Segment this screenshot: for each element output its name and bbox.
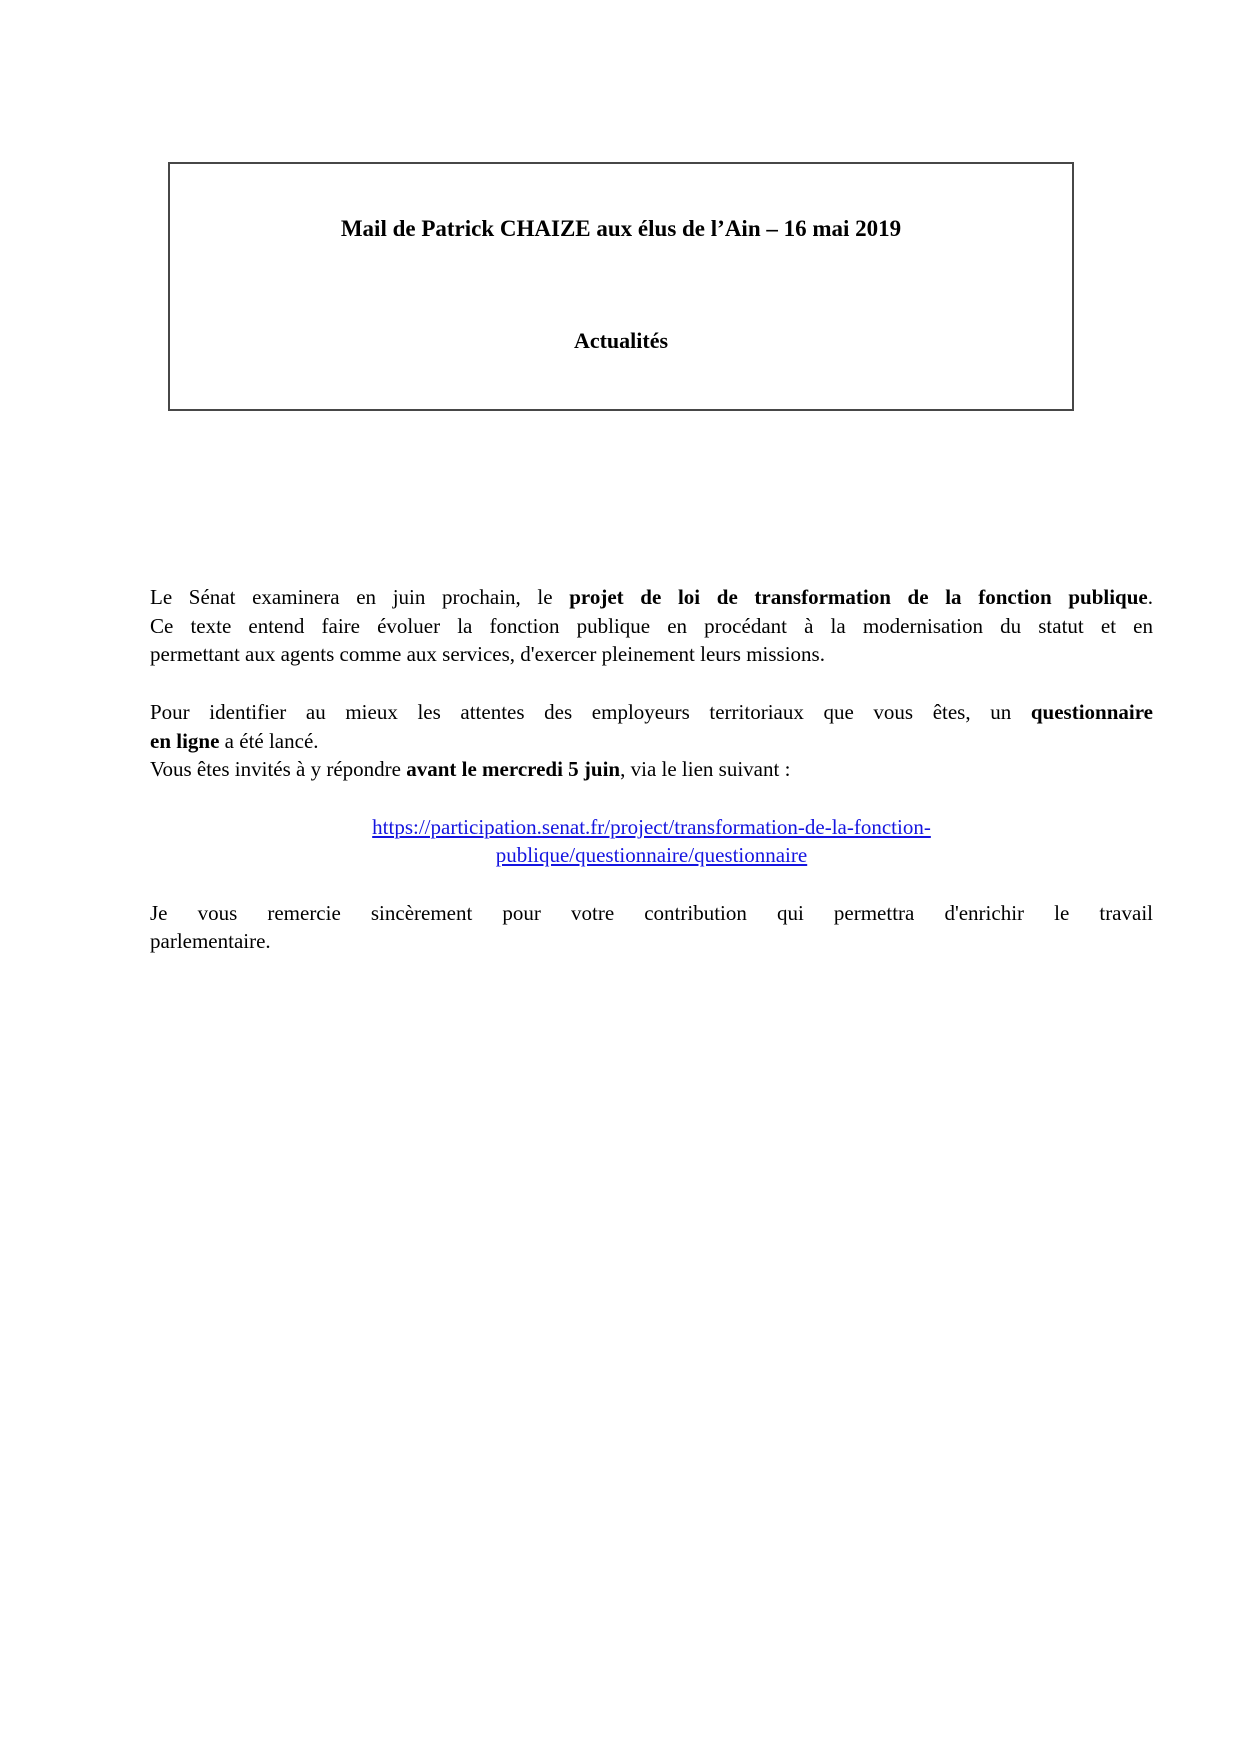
link-line-2: publique/questionnaire/questionnaire (495, 843, 808, 868)
text-line (150, 583, 1153, 612)
bold-text-projet-de-loi: projet de loi de transformation de la fonction publique (569, 585, 1148, 609)
text-line (150, 640, 1153, 669)
bold-text-questionnaire: questionnaire (1030, 699, 1153, 724)
text-line (150, 755, 1153, 784)
text-segment: parlementaire. (150, 929, 271, 954)
text-line (150, 727, 1153, 756)
text-segment: , via le lien suivant : (620, 757, 791, 782)
text-segment: Pour identifier au mieux les attentes des employeurs territoriaux que vous êtes, un (150, 699, 1031, 724)
text-segment: Vous êtes invités à y répondre (150, 757, 407, 782)
text-segment: Ce texte entend faire évoluer la fonction publique en procédant à la modernisation du statut et en (150, 613, 1153, 638)
text-segment: permettant aux agents comme aux services, d'exercer pleinement leurs missions. (150, 642, 825, 667)
text-line (150, 612, 1153, 641)
paragraph-link (150, 813, 1153, 870)
text-segment: Je vous remercie sincèrement pour votre contribution qui permettra d'enrichir le travail (150, 900, 1153, 925)
text-segment: Le Sénat examinera en juin prochain, le (150, 585, 570, 609)
text-line (150, 899, 1153, 928)
document-body (150, 583, 1153, 956)
header-box (168, 162, 1074, 411)
text-line (150, 927, 1153, 956)
paragraph-questionnaire (150, 698, 1153, 784)
mail-title: Mail de Patrick CHAIZE aux élus de l’Ain – 16 mai 2019 (340, 216, 902, 241)
paragraph-thanks (150, 899, 1153, 956)
text-segment: . (1147, 585, 1153, 609)
text-line (150, 698, 1153, 727)
bold-text-en-ligne: en ligne (150, 728, 220, 753)
text-segment: a été lancé. (219, 728, 319, 753)
bold-text-deadline: avant le mercredi 5 juin (406, 757, 621, 782)
questionnaire-link[interactable] (372, 815, 931, 868)
paragraph-intro (150, 583, 1153, 669)
link-line-1: https://participation.senat.fr/project/transformation-de-la-fonction- (372, 814, 931, 839)
actualites-heading: Actualités (573, 328, 669, 353)
